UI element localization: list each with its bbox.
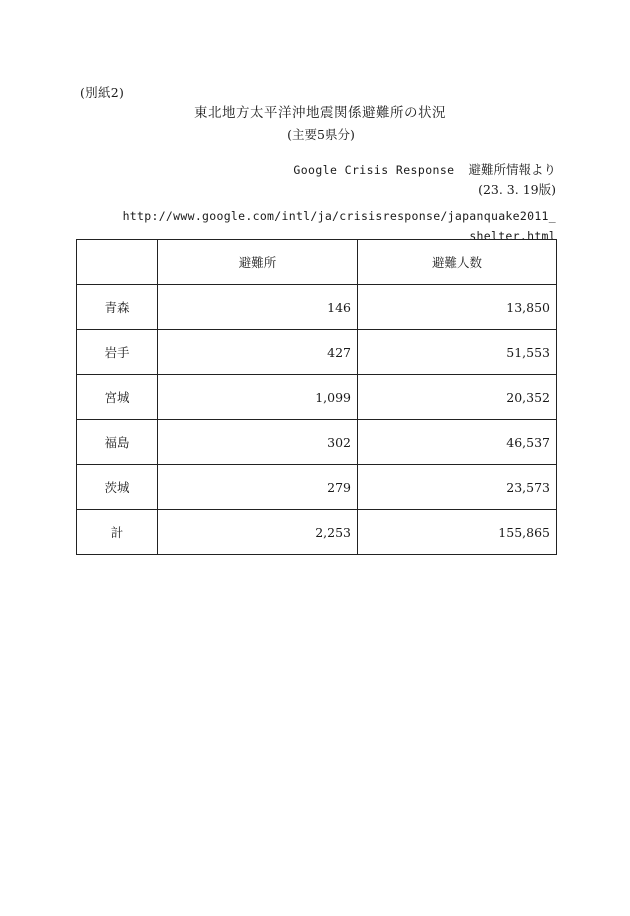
source-line <box>293 160 556 180</box>
cell-shelters: 279 <box>158 465 358 510</box>
cell-prefecture: 茨城 <box>77 465 158 510</box>
cell-prefecture: 福島 <box>77 420 158 465</box>
cell-evacuees: 13,850 <box>358 285 557 330</box>
page-label: (別紙2) <box>80 85 125 100</box>
cell-prefecture: 岩手 <box>77 330 158 375</box>
title-block <box>0 101 630 143</box>
cell-evacuees: 20,352 <box>358 375 557 420</box>
cell-total-evacuees: 155,865 <box>358 510 557 555</box>
cell-shelters: 302 <box>158 420 358 465</box>
cell-prefecture: 宮城 <box>77 375 158 420</box>
table-row <box>77 330 557 375</box>
source-name: Google Crisis Response <box>293 163 455 177</box>
cell-evacuees: 46,537 <box>358 420 557 465</box>
source-url-line1: http://www.google.com/intl/ja/crisisresponse/japanquake2011_ <box>122 209 556 223</box>
table-row <box>77 465 557 510</box>
cell-shelters: 1,099 <box>158 375 358 420</box>
table-row <box>77 285 557 330</box>
cell-shelters: 427 <box>158 330 358 375</box>
header-evacuees: 避難人数 <box>358 240 557 285</box>
table-header-row <box>77 240 557 285</box>
table-row <box>77 420 557 465</box>
source-date: (23. 3. 19版) <box>478 182 556 197</box>
source-url-line2: shelter.html <box>469 229 556 243</box>
source-suffix: 避難所情報より <box>468 162 556 177</box>
table-total-row <box>77 510 557 555</box>
header-shelters: 避難所 <box>158 240 358 285</box>
cell-evacuees: 23,573 <box>358 465 557 510</box>
header-prefecture <box>77 240 158 285</box>
cell-shelters: 146 <box>158 285 358 330</box>
cell-evacuees: 51,553 <box>358 330 557 375</box>
document-subtitle: (主要5県分) <box>287 127 355 142</box>
cell-total-label: 計 <box>77 510 158 555</box>
cell-total-shelters: 2,253 <box>158 510 358 555</box>
source-attribution <box>293 160 556 200</box>
shelter-table <box>76 239 557 555</box>
document-title: 東北地方太平洋沖地震関係避難所の状況 <box>194 105 446 121</box>
table-row <box>77 375 557 420</box>
cell-prefecture: 青森 <box>77 285 158 330</box>
